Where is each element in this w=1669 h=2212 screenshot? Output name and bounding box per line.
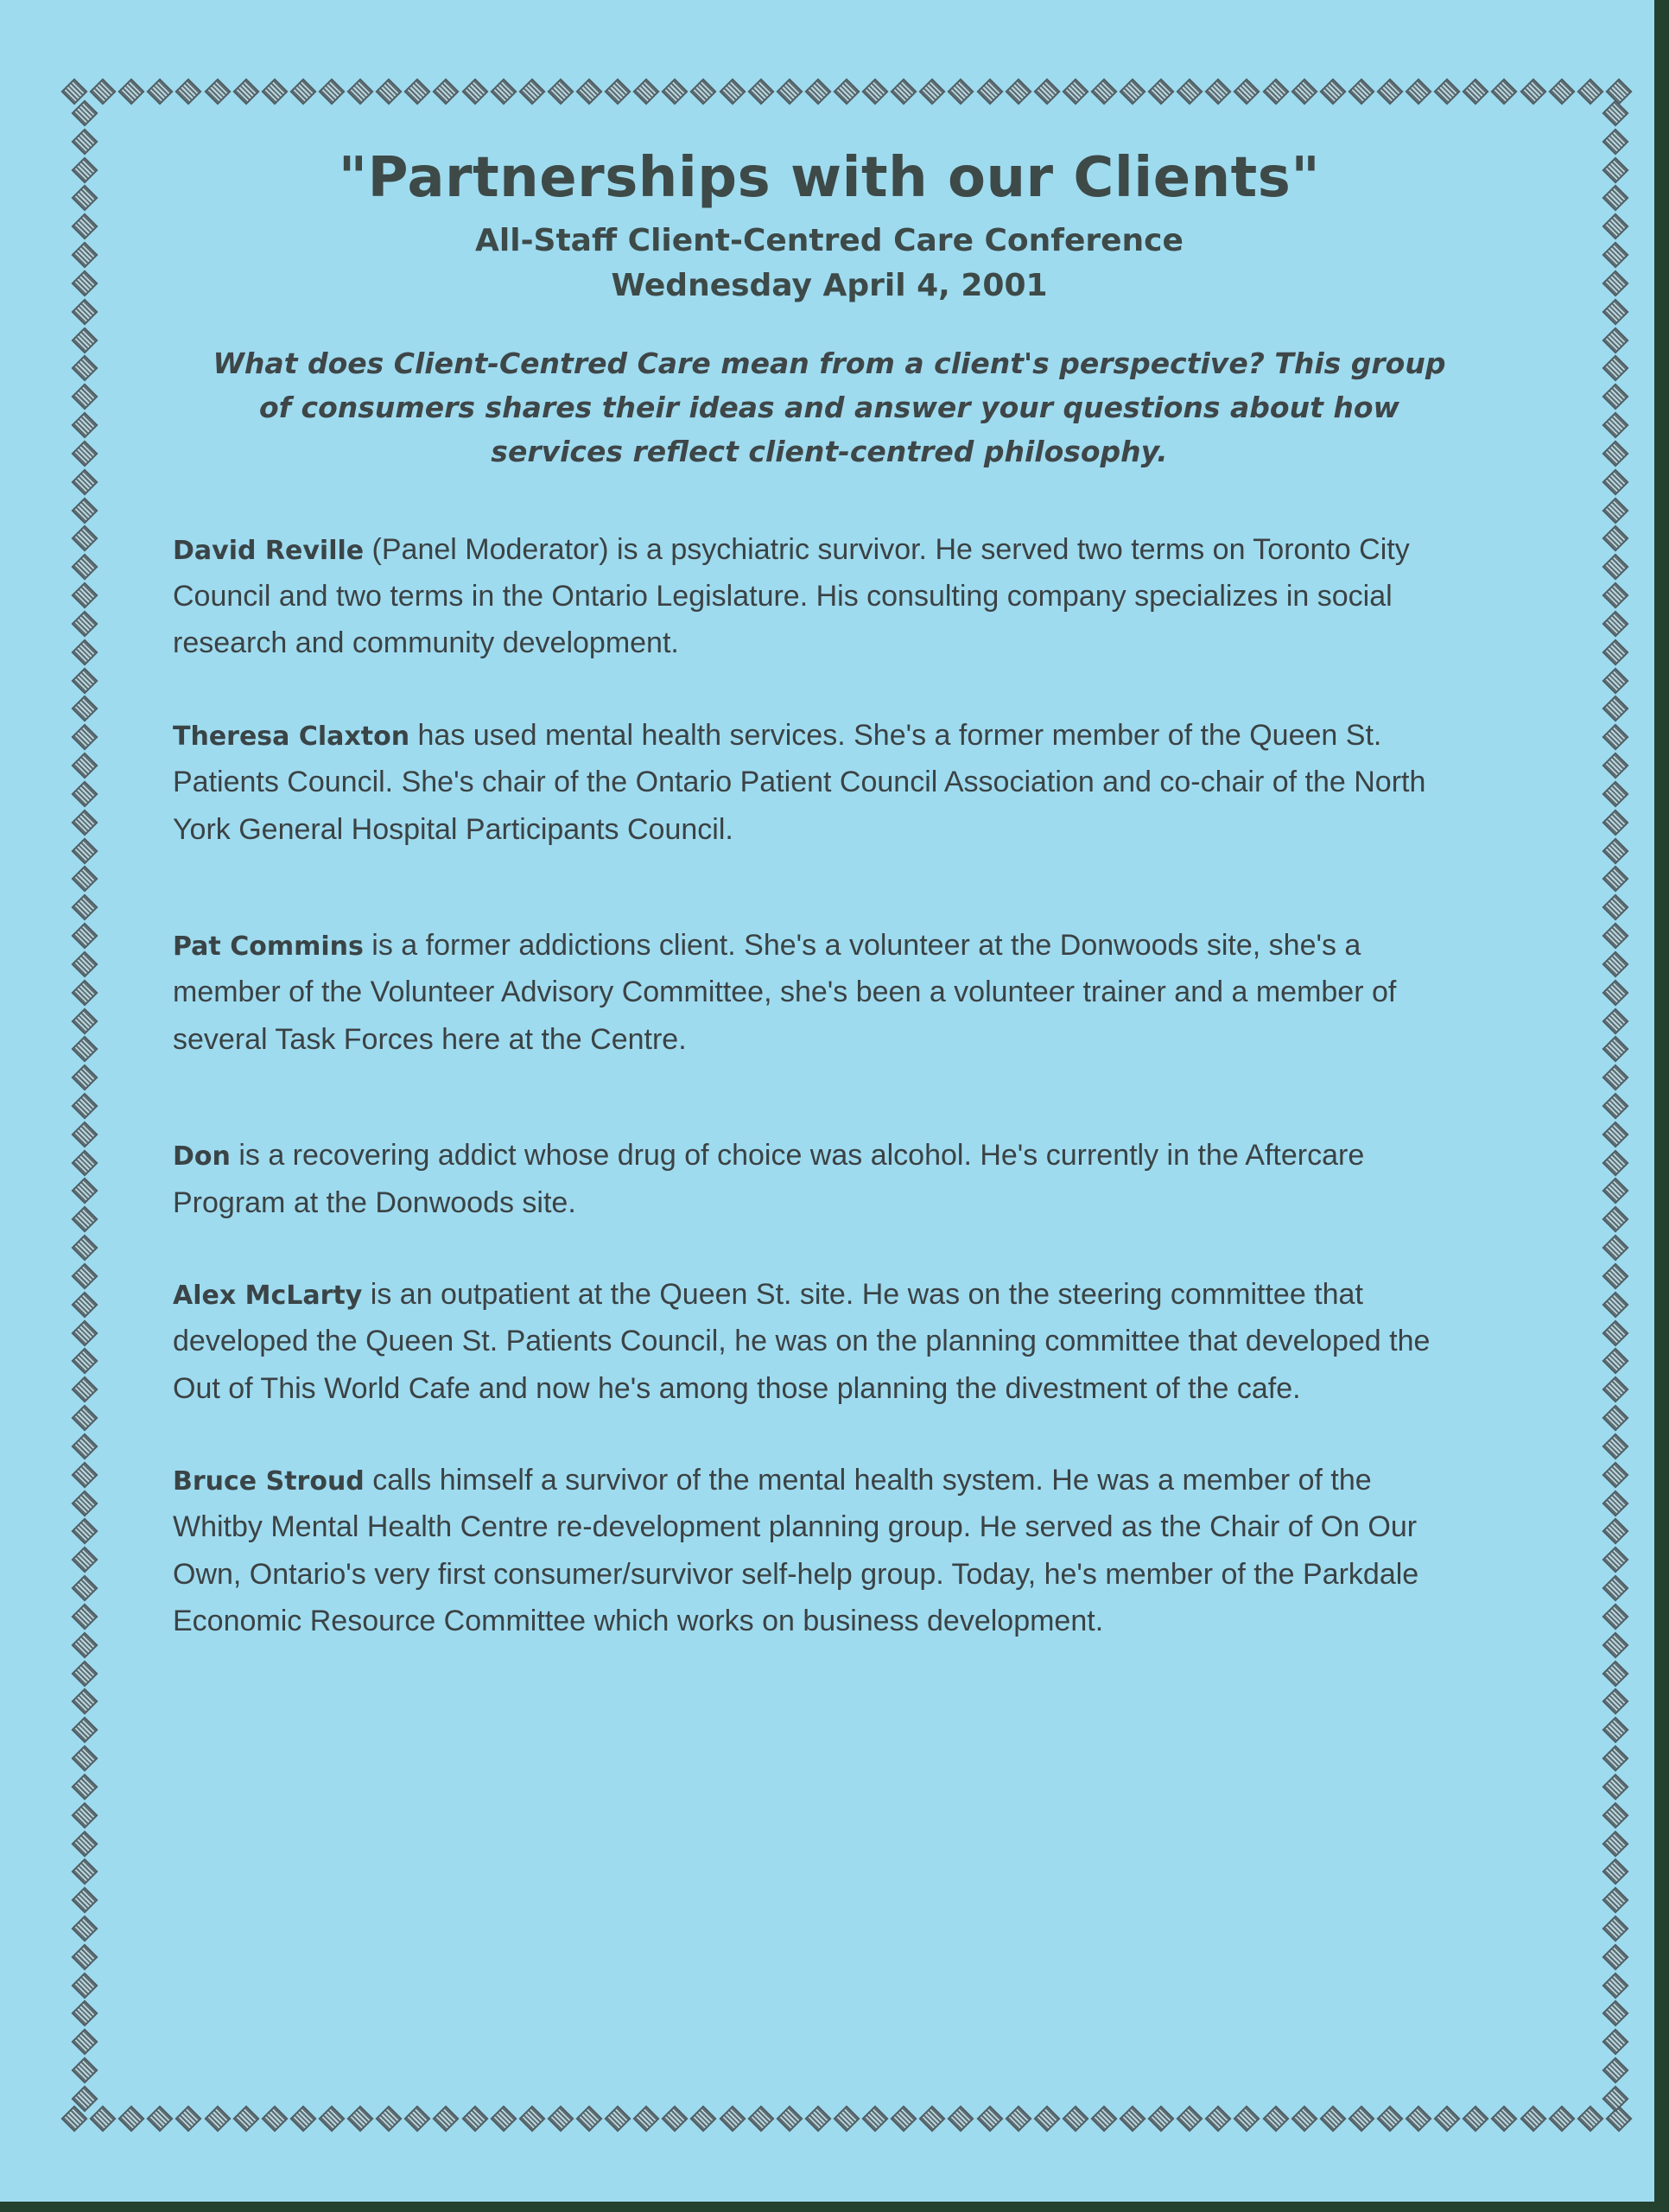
diamond-icon bbox=[118, 2105, 145, 2132]
diamond-icon bbox=[1319, 2105, 1346, 2132]
diamond-icon bbox=[1005, 78, 1031, 105]
diamond-icon bbox=[71, 1660, 98, 1687]
diamond-icon bbox=[147, 2105, 174, 2132]
diamond-icon bbox=[71, 242, 98, 269]
diamond-icon bbox=[633, 78, 660, 105]
diamond-icon bbox=[1602, 384, 1628, 410]
diamond-icon bbox=[71, 2085, 98, 2112]
diamond-icon bbox=[1602, 2029, 1628, 2056]
panelist-bio bbox=[173, 1271, 1486, 1412]
diamond-icon bbox=[1602, 610, 1628, 637]
panelist-bio bbox=[173, 922, 1486, 1063]
diamond-icon bbox=[1463, 2105, 1489, 2132]
diamond-icon bbox=[1520, 2105, 1546, 2132]
diamond-icon bbox=[1602, 1376, 1628, 1403]
diamond-icon bbox=[1548, 78, 1575, 105]
diamond-icon bbox=[690, 2105, 717, 2132]
diamond-icon bbox=[1602, 440, 1628, 467]
diamond-icon bbox=[71, 1603, 98, 1630]
panelist-name: David Reville bbox=[173, 535, 365, 566]
diamond-icon bbox=[118, 78, 145, 105]
diamond-icon bbox=[1319, 78, 1346, 105]
diamond-icon bbox=[518, 2105, 545, 2132]
diamond-icon bbox=[1602, 1319, 1628, 1346]
conference-date: Wednesday April 4, 2001 bbox=[611, 267, 1048, 303]
diamond-icon bbox=[719, 2105, 746, 2132]
diamond-icon bbox=[891, 2105, 917, 2132]
diamond-icon bbox=[1602, 1631, 1628, 1658]
panelist-name: Don bbox=[173, 1141, 231, 1173]
diamond-icon bbox=[1602, 1660, 1628, 1687]
diamond-icon bbox=[71, 667, 98, 694]
panelist-description: is a former addictions client. She's a volunteer at the Donwoods site, she's a member of the Volunteer Advisory Committee, she's been a volunteer trainer and a member of several Task Forces here at the Centre. bbox=[173, 928, 1397, 1056]
diamond-icon bbox=[1602, 1859, 1628, 1885]
diamond-icon bbox=[1602, 696, 1628, 722]
diamond-icon bbox=[71, 1547, 98, 1573]
diamond-icon bbox=[1234, 78, 1260, 105]
diamond-icon bbox=[1577, 78, 1603, 105]
diamond-icon bbox=[71, 355, 98, 382]
diamond-icon bbox=[1602, 752, 1628, 779]
diamond-icon bbox=[1262, 2105, 1289, 2132]
diamond-icon bbox=[948, 78, 974, 105]
diamond-icon bbox=[1463, 78, 1489, 105]
diamond-icon bbox=[1602, 213, 1628, 240]
diamond-icon bbox=[1090, 2105, 1117, 2132]
diamond-icon bbox=[804, 78, 831, 105]
diamond-icon bbox=[71, 1007, 98, 1034]
diamond-icon bbox=[1602, 1291, 1628, 1318]
diamond-icon bbox=[71, 752, 98, 779]
diamond-icon bbox=[1602, 1887, 1628, 1914]
diamond-icon bbox=[71, 1319, 98, 1346]
diamond-icon bbox=[1602, 922, 1628, 949]
diamond-icon bbox=[1376, 2105, 1403, 2132]
panelist-description: is a recovering addict whose drug of choice was alcohol. He's currently in the Aftercare Program at the Donwoods site. bbox=[173, 1139, 1365, 1219]
diamond-icon bbox=[1602, 1262, 1628, 1289]
diamond-icon bbox=[71, 1802, 98, 1828]
diamond-icon bbox=[71, 1943, 98, 1970]
diamond-icon bbox=[1602, 1036, 1628, 1063]
diamond-icon bbox=[1602, 866, 1628, 893]
diamond-icon bbox=[1602, 1830, 1628, 1857]
diamond-icon bbox=[1205, 2105, 1232, 2132]
panelist-name: Alex McLarty bbox=[173, 1280, 363, 1311]
diamond-icon bbox=[347, 2105, 374, 2132]
diamond-icon bbox=[1602, 242, 1628, 269]
diamond-icon bbox=[404, 78, 431, 105]
diamond-icon bbox=[605, 78, 631, 105]
diamond-icon bbox=[318, 2105, 345, 2132]
diamond-icon bbox=[71, 1688, 98, 1715]
diamond-icon bbox=[490, 78, 517, 105]
panelist-bio bbox=[173, 1457, 1486, 1645]
diamond-icon bbox=[1033, 78, 1060, 105]
diamond-icon bbox=[776, 78, 803, 105]
diamond-icon bbox=[71, 1376, 98, 1403]
diamond-icon bbox=[747, 2105, 774, 2132]
panelist-description: has used mental health services. She's a former member of the Queen St. Patients Council. She's chair of the Ontario Patient Council Association and co-chair of the North York General Hospital Participants Council. bbox=[173, 718, 1426, 846]
diamond-icon bbox=[71, 1887, 98, 1914]
diamond-icon bbox=[1005, 2105, 1031, 2132]
diamond-icon bbox=[547, 2105, 574, 2132]
diamond-icon bbox=[1602, 1206, 1628, 1233]
diamond-icon bbox=[71, 384, 98, 410]
diamond-icon bbox=[1602, 950, 1628, 977]
diamond-icon bbox=[1602, 1802, 1628, 1828]
diamond-icon bbox=[71, 1036, 98, 1063]
diamond-icon bbox=[1602, 582, 1628, 609]
diamond-icon bbox=[175, 2105, 202, 2132]
conference-name: All-Staff Client-Centred Care Conference bbox=[475, 222, 1184, 258]
diamond-icon bbox=[1602, 1943, 1628, 1970]
diamond-icon bbox=[1148, 2105, 1175, 2132]
diamond-icon bbox=[404, 2105, 431, 2132]
diamond-icon bbox=[71, 1121, 98, 1147]
diamond-icon bbox=[1177, 78, 1203, 105]
diamond-icon bbox=[1602, 1348, 1628, 1375]
diamond-icon bbox=[747, 78, 774, 105]
diamond-icon bbox=[71, 1631, 98, 1658]
diamond-icon bbox=[71, 99, 98, 126]
diamond-icon bbox=[1602, 1972, 1628, 1999]
diamond-icon bbox=[1602, 1235, 1628, 1262]
diamond-icon bbox=[1602, 128, 1628, 155]
top-diamond-border bbox=[65, 76, 1628, 107]
diamond-icon bbox=[1602, 837, 1628, 864]
page-title: "Partnerships with our Clients" bbox=[338, 146, 1321, 210]
diamond-icon bbox=[71, 1206, 98, 1233]
diamond-icon bbox=[1602, 979, 1628, 1006]
diamond-icon bbox=[71, 185, 98, 212]
diamond-icon bbox=[71, 1830, 98, 1857]
diamond-icon bbox=[71, 1575, 98, 1602]
diamond-icon bbox=[1602, 1433, 1628, 1459]
diamond-icon bbox=[1602, 412, 1628, 439]
diamond-icon bbox=[71, 412, 98, 439]
diamond-icon bbox=[1602, 1065, 1628, 1091]
panelist-list bbox=[173, 526, 1486, 1645]
diamond-icon bbox=[776, 2105, 803, 2132]
panelist-name: Bruce Stroud bbox=[173, 1466, 365, 1497]
left-diamond-border bbox=[69, 104, 100, 2108]
diamond-icon bbox=[71, 1262, 98, 1289]
diamond-icon bbox=[71, 2029, 98, 2056]
diamond-icon bbox=[71, 610, 98, 637]
bottom-diamond-border bbox=[65, 2103, 1628, 2134]
panelist-description: (Panel Moderator) is a psychiatric survivor. He served two terms on Toronto City Council and two terms in the Ontario Legislature. His consulting company specializes in social research and community development. bbox=[173, 532, 1410, 660]
diamond-icon bbox=[71, 1490, 98, 1516]
diamond-icon bbox=[71, 497, 98, 524]
diamond-icon bbox=[662, 2105, 689, 2132]
diamond-icon bbox=[662, 78, 689, 105]
diamond-icon bbox=[175, 78, 202, 105]
diamond-icon bbox=[461, 2105, 488, 2132]
diamond-icon bbox=[1602, 1603, 1628, 1630]
diamond-icon bbox=[71, 979, 98, 1006]
diamond-icon bbox=[1090, 78, 1117, 105]
diamond-icon bbox=[948, 2105, 974, 2132]
diamond-icon bbox=[71, 128, 98, 155]
diamond-icon bbox=[891, 78, 917, 105]
diamond-icon bbox=[232, 2105, 259, 2132]
diamond-icon bbox=[690, 78, 717, 105]
diamond-icon bbox=[1491, 2105, 1518, 2132]
diamond-icon bbox=[1602, 298, 1628, 325]
diamond-icon bbox=[71, 2057, 98, 2084]
diamond-icon bbox=[71, 1972, 98, 1999]
panelist-bio bbox=[173, 712, 1486, 853]
diamond-icon bbox=[71, 1717, 98, 1744]
diamond-icon bbox=[71, 156, 98, 183]
diamond-icon bbox=[833, 2105, 860, 2132]
diamond-icon bbox=[1434, 2105, 1461, 2132]
diamond-icon bbox=[71, 950, 98, 977]
diamond-icon bbox=[1406, 78, 1432, 105]
diamond-icon bbox=[1602, 156, 1628, 183]
diamond-icon bbox=[347, 78, 374, 105]
diamond-icon bbox=[1602, 1405, 1628, 1432]
diamond-icon bbox=[232, 78, 259, 105]
diamond-icon bbox=[1602, 1092, 1628, 1119]
diamond-icon bbox=[1605, 78, 1632, 105]
diamond-icon bbox=[71, 327, 98, 353]
diamond-icon bbox=[433, 2105, 460, 2132]
diamond-icon bbox=[1376, 78, 1403, 105]
diamond-icon bbox=[461, 78, 488, 105]
intro-paragraph: What does Client-Centred Care mean from a client's perspective? This group of consumers shares their ideas and answer your questions about how services reflect client-centred philosophy. bbox=[213, 346, 1446, 469]
diamond-icon bbox=[71, 1348, 98, 1375]
diamond-icon bbox=[976, 2105, 1003, 2132]
diamond-icon bbox=[1602, 99, 1628, 126]
scan-edge-bottom bbox=[0, 2202, 1669, 2212]
diamond-icon bbox=[1548, 2105, 1575, 2132]
diamond-icon bbox=[490, 2105, 517, 2132]
diamond-icon bbox=[1602, 355, 1628, 382]
diamond-icon bbox=[976, 78, 1003, 105]
diamond-icon bbox=[147, 78, 174, 105]
diamond-icon bbox=[1602, 1461, 1628, 1488]
diamond-icon bbox=[1177, 2105, 1203, 2132]
diamond-icon bbox=[1491, 78, 1518, 105]
diamond-icon bbox=[919, 78, 946, 105]
diamond-icon bbox=[71, 1178, 98, 1205]
diamond-icon bbox=[1602, 1575, 1628, 1602]
diamond-icon bbox=[1033, 2105, 1060, 2132]
diamond-icon bbox=[1602, 1490, 1628, 1516]
diamond-icon bbox=[1602, 1688, 1628, 1715]
diamond-icon bbox=[261, 78, 288, 105]
diamond-icon bbox=[575, 78, 602, 105]
diamond-icon bbox=[1062, 78, 1088, 105]
diamond-icon bbox=[204, 2105, 231, 2132]
diamond-icon bbox=[71, 639, 98, 665]
diamond-icon bbox=[518, 78, 545, 105]
diamond-icon bbox=[71, 582, 98, 609]
diamond-icon bbox=[1602, 1745, 1628, 1771]
diamond-icon bbox=[71, 525, 98, 552]
diamond-icon bbox=[1602, 2057, 1628, 2084]
panelist-name: Pat Commins bbox=[173, 931, 364, 962]
diamond-icon bbox=[71, 554, 98, 581]
diamond-icon bbox=[1291, 78, 1317, 105]
diamond-icon bbox=[833, 78, 860, 105]
diamond-icon bbox=[71, 696, 98, 722]
right-diamond-border bbox=[1600, 104, 1631, 2108]
diamond-icon bbox=[71, 1773, 98, 1800]
diamond-icon bbox=[1602, 1149, 1628, 1176]
diamond-icon bbox=[71, 1405, 98, 1432]
diamond-icon bbox=[633, 2105, 660, 2132]
diamond-icon bbox=[71, 1092, 98, 1119]
diamond-icon bbox=[1577, 2105, 1603, 2132]
diamond-icon bbox=[1602, 1121, 1628, 1147]
diamond-icon bbox=[289, 78, 316, 105]
diamond-icon bbox=[289, 2105, 316, 2132]
diamond-icon bbox=[71, 1859, 98, 1885]
diamond-icon bbox=[1602, 894, 1628, 921]
diamond-icon bbox=[71, 780, 98, 807]
diamond-icon bbox=[1602, 2000, 1628, 2027]
diamond-icon bbox=[1602, 1178, 1628, 1205]
panelist-bio bbox=[173, 1132, 1486, 1226]
diamond-icon bbox=[1602, 525, 1628, 552]
diamond-icon bbox=[1406, 2105, 1432, 2132]
diamond-icon bbox=[1602, 1547, 1628, 1573]
diamond-icon bbox=[1602, 2085, 1628, 2112]
diamond-icon bbox=[71, 270, 98, 296]
diamond-icon bbox=[71, 468, 98, 495]
diamond-icon bbox=[71, 1433, 98, 1459]
diamond-icon bbox=[547, 78, 574, 105]
diamond-icon bbox=[71, 724, 98, 751]
diamond-icon bbox=[1602, 1773, 1628, 1800]
diamond-icon bbox=[1602, 1007, 1628, 1034]
diamond-icon bbox=[71, 866, 98, 893]
diamond-icon bbox=[1205, 78, 1232, 105]
diamond-icon bbox=[1602, 1518, 1628, 1545]
diamond-icon bbox=[1348, 2105, 1374, 2132]
diamond-icon bbox=[1062, 2105, 1088, 2132]
diamond-icon bbox=[1602, 468, 1628, 495]
diamond-icon bbox=[1234, 2105, 1260, 2132]
diamond-icon bbox=[1602, 554, 1628, 581]
diamond-icon bbox=[1602, 497, 1628, 524]
diamond-icon bbox=[71, 2000, 98, 2027]
diamond-icon bbox=[1434, 78, 1461, 105]
diamond-icon bbox=[1262, 78, 1289, 105]
diamond-icon bbox=[71, 1065, 98, 1091]
diamond-icon bbox=[1602, 1717, 1628, 1744]
diamond-icon bbox=[90, 78, 117, 105]
diamond-icon bbox=[71, 440, 98, 467]
diamond-icon bbox=[71, 1291, 98, 1318]
diamond-icon bbox=[1602, 809, 1628, 836]
diamond-icon bbox=[862, 78, 889, 105]
diamond-icon bbox=[1602, 724, 1628, 751]
diamond-icon bbox=[1602, 270, 1628, 296]
diamond-icon bbox=[71, 1915, 98, 1942]
diamond-icon bbox=[1520, 78, 1546, 105]
diamond-icon bbox=[1291, 2105, 1317, 2132]
diamond-icon bbox=[71, 213, 98, 240]
diamond-icon bbox=[1602, 667, 1628, 694]
diamond-icon bbox=[804, 2105, 831, 2132]
diamond-icon bbox=[71, 1235, 98, 1262]
diamond-icon bbox=[1148, 78, 1175, 105]
diamond-icon bbox=[862, 2105, 889, 2132]
diamond-icon bbox=[1348, 78, 1374, 105]
diamond-icon bbox=[1119, 2105, 1145, 2132]
diamond-icon bbox=[71, 809, 98, 836]
diamond-icon bbox=[433, 78, 460, 105]
diamond-icon bbox=[1602, 327, 1628, 353]
diamond-icon bbox=[71, 298, 98, 325]
diamond-icon bbox=[71, 1745, 98, 1771]
diamond-icon bbox=[71, 837, 98, 864]
diamond-icon bbox=[605, 2105, 631, 2132]
diamond-icon bbox=[71, 1518, 98, 1545]
diamond-icon bbox=[1602, 780, 1628, 807]
diamond-icon bbox=[1119, 78, 1145, 105]
diamond-icon bbox=[71, 894, 98, 921]
diamond-icon bbox=[376, 78, 403, 105]
diamond-icon bbox=[204, 78, 231, 105]
flyer-content bbox=[173, 145, 1486, 1690]
diamond-icon bbox=[90, 2105, 117, 2132]
diamond-icon bbox=[1605, 2105, 1632, 2132]
diamond-icon bbox=[318, 78, 345, 105]
diamond-icon bbox=[261, 2105, 288, 2132]
panelist-bio bbox=[173, 526, 1486, 667]
diamond-icon bbox=[71, 1461, 98, 1488]
diamond-icon bbox=[71, 922, 98, 949]
diamond-icon bbox=[1602, 639, 1628, 665]
diamond-icon bbox=[1602, 1915, 1628, 1942]
diamond-icon bbox=[919, 2105, 946, 2132]
diamond-icon bbox=[575, 2105, 602, 2132]
diamond-icon bbox=[71, 1149, 98, 1176]
scan-edge-right bbox=[1654, 0, 1669, 2212]
panelist-name: Theresa Claxton bbox=[173, 721, 410, 752]
diamond-icon bbox=[376, 2105, 403, 2132]
panelist-description: calls himself a survivor of the mental health system. He was a member of the Whitby Mental Health Centre re-development planning group. He served as the Chair of On Our Own, Ontario's very first consumer/survivor self-help group. Today, he's member of the Parkdale Economic Resource Committee which works on business development. bbox=[173, 1464, 1419, 1638]
panelist-description: is an outpatient at the Queen St. site. He was on the steering committee that developed the Queen St. Patients Council, he was on the planning committee that developed the Out of This World Cafe and now he's among those planning the divestment of the cafe. bbox=[173, 1277, 1431, 1405]
diamond-icon bbox=[1602, 185, 1628, 212]
diamond-icon bbox=[719, 78, 746, 105]
